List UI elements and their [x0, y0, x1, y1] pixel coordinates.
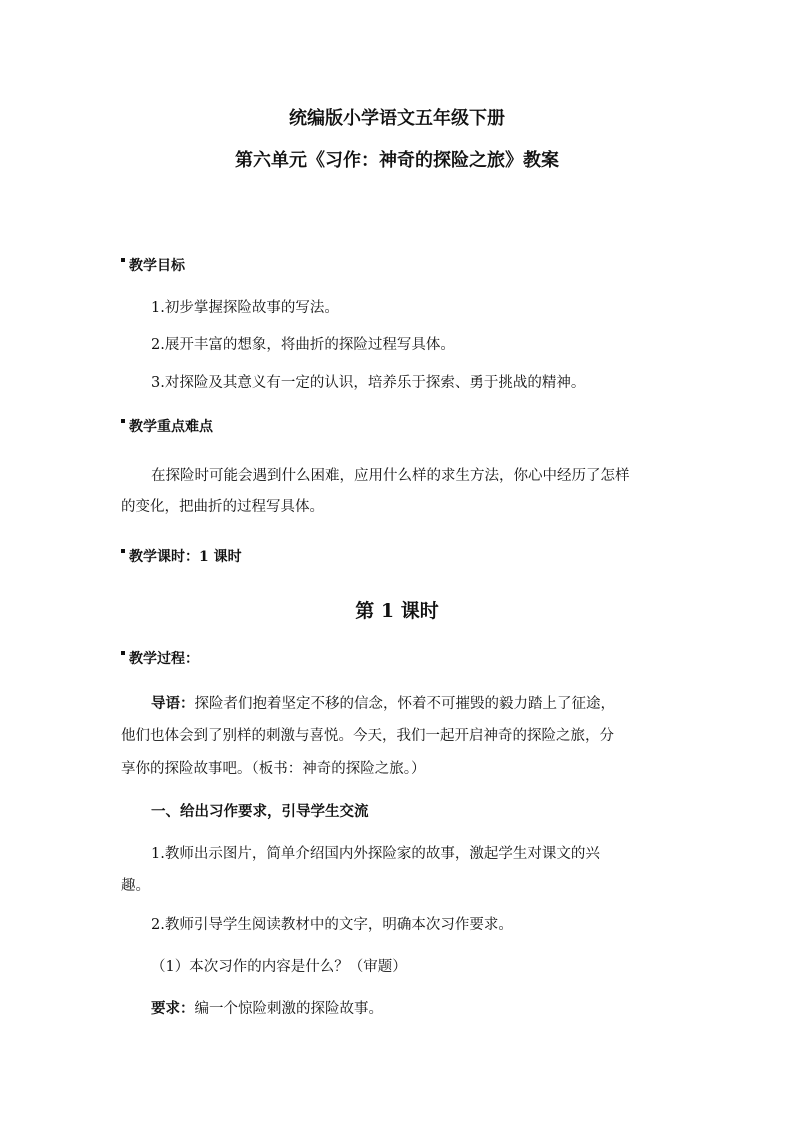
- step-one-line: 趣。: [121, 878, 150, 894]
- section-heading-key-points: [121, 416, 213, 436]
- key-points-paragraph-line: 的变化，把曲折的过程写具体。: [121, 499, 324, 515]
- hours-heading-text: 教学课时：1 课时: [129, 549, 242, 565]
- step-two-line: 2.教师引导学生阅读教材中的文字，明确本次习作要求。: [151, 917, 513, 933]
- intro-paragraph-line: 享你的探险故事吧。（板书：神奇的探险之旅。）: [121, 761, 426, 777]
- key-points-paragraph-line: 在探险时可能会遇到什么困难，应用什么样的求生方法，你心中经历了怎样: [151, 468, 630, 484]
- requirement-label: 要求：: [151, 1000, 195, 1017]
- objective-item: 1.初步掌握探险故事的写法。: [151, 300, 339, 316]
- section-heading-hours: [121, 546, 242, 566]
- section-heading-objectives: [121, 255, 185, 275]
- section-heading-process: [121, 648, 199, 668]
- intro-text: 探险者们抱着坚定不移的信念，怀着不可摧毁的毅力踏上了征途，: [194, 696, 615, 712]
- key-points-heading-text: 教学重点难点: [129, 419, 213, 435]
- bullet-icon: [121, 419, 125, 423]
- bullet-icon: [121, 549, 125, 553]
- section-one-heading: 一、给出习作要求，引导学生交流: [151, 803, 369, 820]
- objective-item: 2.展开丰富的想象，将曲折的探险过程写具体。: [151, 337, 455, 353]
- intro-paragraph-line: 他们也体会到了别样的刺激与喜悦。今天，我们一起开启神奇的探险之旅，分: [121, 728, 614, 744]
- bullet-icon: [121, 258, 125, 262]
- objective-item: 3.对探险及其意义有一定的认识，培养乐于探索、勇于挑战的精神。: [151, 375, 586, 391]
- intro-label: 导语：: [151, 695, 195, 712]
- objectives-heading-text: 教学目标: [129, 258, 185, 274]
- question-one-line: （1）本次习作的内容是什么？（审题）: [151, 959, 407, 975]
- intro-paragraph-line: [151, 692, 615, 713]
- document-subtitle: 第六单元《习作：神奇的探险之旅》教案: [235, 150, 559, 171]
- step-one-line: 1.教师出示图片，简单介绍国内外探险家的故事，激起学生对课文的兴: [151, 846, 600, 862]
- process-heading-text: 教学过程：: [129, 651, 199, 667]
- bullet-icon: [121, 651, 125, 655]
- document-title: 统编版小学语文五年级下册: [289, 108, 505, 129]
- lesson-heading: 第 1 课时: [355, 600, 439, 622]
- requirement-text: 编一个惊险刺激的探险故事。: [194, 1001, 383, 1017]
- requirement-line: [151, 997, 383, 1018]
